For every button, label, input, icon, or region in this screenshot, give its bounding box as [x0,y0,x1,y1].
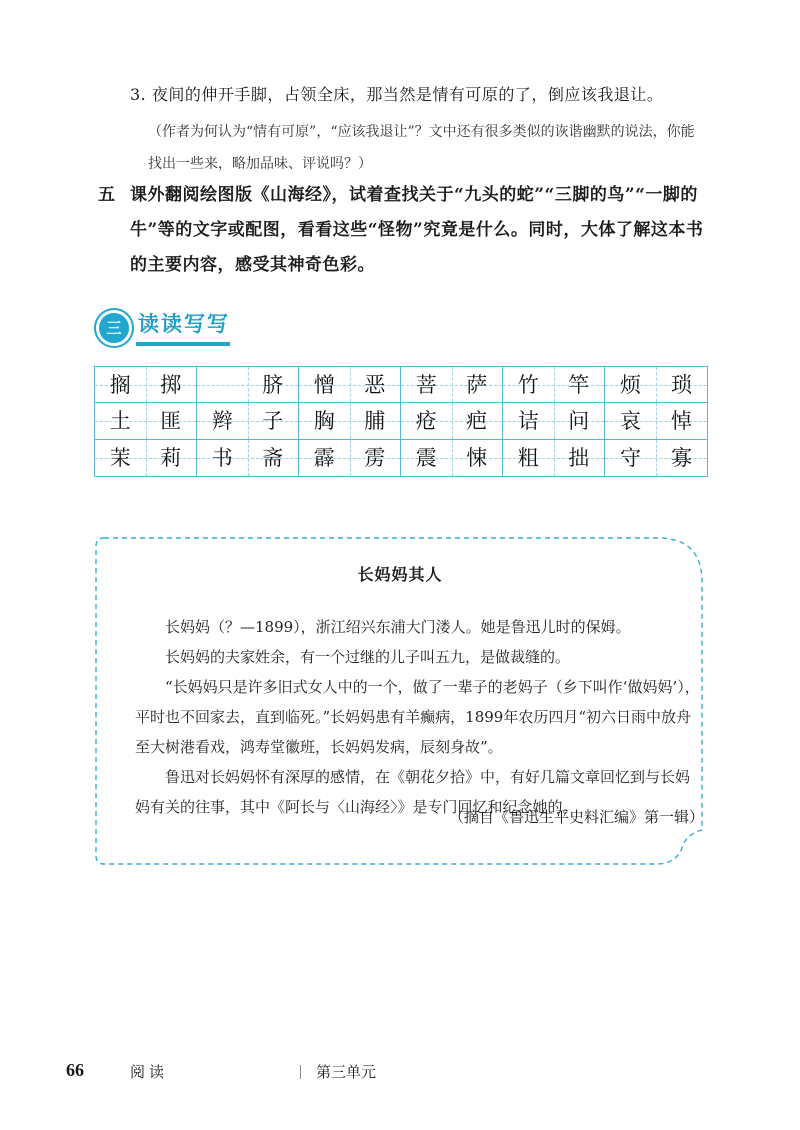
info-paragraph: 长妈妈（？—1899），浙江绍兴东浦大门溇人。她是鲁迅儿时的保姆。 [165,618,631,636]
word-char: 琐 [671,373,692,397]
question-3-note: （作者为何认为“情有可原”，“应该我退让”？文中还有很多类似的诙谐幽默的说法，你能找出一些来，略加品味、评说吗？） [148,124,695,172]
info-paragraph: “长妈妈只是许多旧式女人中的一个，做了一辈子的老妈子（乡下叫作‘做妈妈’），平时也不回家去，直到临死。”长妈妈患有羊癫病，1899年农历四月“初六日雨中放舟至大树港看戏，鸿寿堂徽班，长妈妈发病，辰刻身故”。 [135,678,700,756]
word-char: 粗 [517,445,539,470]
word-cell [605,440,707,476]
footer-unit-name: 第三单元 [316,1063,377,1081]
word-char: 竹 [517,373,539,397]
word-char: 土 [109,409,131,434]
word-cell [299,440,401,476]
word-cell [401,403,503,439]
word-cell [503,440,605,476]
info-paragraph: 长妈妈的夫家姓余，有一个过继的儿子叫五九，是做裁缝的。 [165,648,571,666]
word-char: 辫 [211,409,233,434]
word-cell [503,367,605,403]
word-cell [401,367,503,403]
word-char: 悼 [671,409,692,434]
word-char: 恶 [364,373,386,397]
word-cell [605,403,707,439]
section-title: 读读写写 [138,312,230,336]
word-char: 竿 [568,373,590,397]
word-char: 茉 [109,445,131,470]
info-paragraph: 鲁迅对长妈妈怀有深厚的感情，在《朝花夕拾》中，有好几篇文章回忆到与长妈妈有关的往事，其中《阿长与〈山海经〉》是专门回忆和纪念她的。 [135,768,691,816]
word-char: 脐 [262,373,284,397]
word-char: 脯 [364,409,386,434]
word-char: 诘 [517,409,539,434]
footer-divider [300,1065,301,1079]
question-3: 3. 夜间的伸开手脚，占领全床，那当然是情有可原的了，倒应该我退让。 [130,85,664,104]
word-char: 匪 [160,409,182,434]
word-char: 莉 [160,445,182,470]
footer-book-name: 阅读 [130,1063,169,1081]
word-cell [95,440,197,476]
word-char [197,367,248,402]
question-5: 课外翻阅绘图版《山海经》，试着查找关于“九头的蛇”“三脚的鸟”“一脚的牛”等的文字或配图，看看这些“怪物”究竟是什么。同时，大体了解这本书的主要内容，感受其神奇色彩。 [130,185,704,275]
info-box-title: 长妈妈其人 [357,565,443,584]
question-5-number: 五 [98,185,115,205]
word-cell [605,367,707,403]
info-box-source: （摘自《鲁迅生平史料汇编》第一辑） [448,808,704,826]
word-char: 震 [415,445,437,470]
section-number: 三 [106,319,122,337]
word-cell [95,403,197,439]
word-char: 守 [620,445,641,470]
word-char: 悚 [466,445,488,470]
word-char: 寡 [671,445,692,470]
word-char: 菩 [415,373,437,397]
word-char: 斋 [262,445,284,470]
word-char: 书 [211,445,233,470]
word-char: 问 [568,409,590,434]
word-cell [197,403,299,439]
word-cell [299,403,401,439]
word-char: 憎 [313,373,335,397]
word-cell [503,403,605,439]
page-number: 66 [66,1060,84,1080]
word-char: 胸 [313,409,335,434]
section-underline [136,342,230,346]
word-char: 疮 [415,409,437,434]
word-char: 哀 [620,409,641,434]
word-char: 雳 [364,445,386,470]
word-cell [197,367,299,403]
word-cell [95,367,197,403]
section-number-icon [96,310,132,346]
word-char: 拙 [568,445,590,470]
word-cell [197,440,299,476]
word-char: 疤 [466,409,488,434]
word-char: 子 [262,409,284,434]
info-box-body [135,612,701,822]
word-grid [94,366,708,477]
word-char: 掷 [160,373,182,397]
word-cell [299,367,401,403]
word-char: 霹 [313,445,335,470]
word-char: 搁 [109,373,131,397]
word-char: 萨 [466,373,488,397]
word-cell [401,440,503,476]
word-char: 烦 [620,373,641,397]
